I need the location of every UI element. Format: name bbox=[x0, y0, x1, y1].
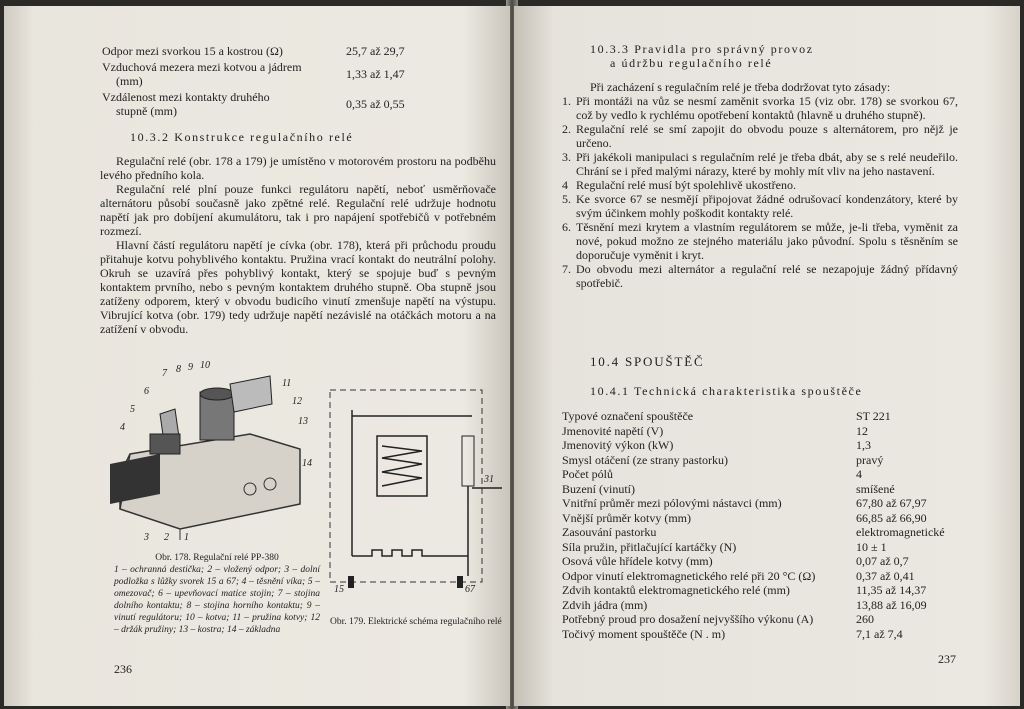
relay-drawing-figure-178 bbox=[100, 354, 316, 550]
figure-178-caption: Obr. 178. Regulační relé PP-380 1 – ochranná destička; 2 – vložený odpor; 3 – dolní podložka s lůžky svorek 15 a 67; 4 – těsnění víka; 5 – omezovač; 6 – upevňovací matice stojin; 7 – stojina dolního kontaktu; 8 – stojina horního kontaktu; 9 – vinutí regulátoru; 10 – kotva; 11 – pružina kotvy; 12 – držák pružiny; 13 – kostra; 14 – základna bbox=[114, 553, 320, 635]
right-page bbox=[514, 6, 1020, 706]
callout-label: 5 bbox=[130, 404, 135, 415]
terminal-label: 31 bbox=[484, 474, 494, 485]
rule-item: 1. Při montáži na vůz se nesmí zaměnit svorka 15 (viz obr. 178) se svorkou 67, což by vedlo k rychlému opotřebení kontaktů (hlavně u druhého stupně). bbox=[562, 94, 958, 122]
rule-item: 5. Ke svorce 67 se nesmějí připojovat žádné odrušovací kondenzátory, které by svým účinkem mohly poškodit kontakty relé. bbox=[562, 192, 958, 220]
callout-label: 14 bbox=[302, 458, 312, 469]
rules-intro: Při zacházení s regulačním relé je třeba dodržovat tyto zásady: bbox=[590, 80, 891, 94]
figure-179-caption: Obr. 179. Elektrické schéma regulačního relé bbox=[330, 617, 502, 627]
relay-spec-list bbox=[102, 44, 432, 120]
callout-label: 2 bbox=[164, 532, 169, 543]
callout-label: 13 bbox=[298, 416, 308, 427]
rule-item: 4 Regulační relé musí být spolehlivě ukostřeno. bbox=[562, 178, 796, 192]
rule-item: 6. Těsnění mezi krytem a vlastním regulátorem se může, je-li třeba, vyměnit za nové, pokud možno ze stejného materiálu jako původní. Spolu s těsněním se doporučuje vyměnit i kryt. bbox=[562, 220, 958, 262]
terminal-label: 67 bbox=[465, 584, 475, 595]
rules-list bbox=[562, 94, 958, 290]
rule-item: 3. Při jakékoli manipulaci s regulačním relé je třeba dbát, aby se s relé neudeřilo. Chrání se i před malými nárazy, které by mohly mít vliv na jeho nastavení. bbox=[562, 150, 958, 178]
left-page bbox=[4, 6, 510, 706]
terminal-label: 15 bbox=[334, 584, 344, 595]
callout-label: 10 bbox=[200, 360, 210, 371]
section-heading: 10.3.2 Konstrukce regulačního relé bbox=[130, 130, 354, 144]
electrical-schematic-figure-179 bbox=[322, 386, 510, 604]
section-heading: 10.4.1 Technická charakteristika spouštěče bbox=[590, 384, 863, 398]
callout-label: 6 bbox=[144, 386, 149, 397]
callout-label: 8 bbox=[176, 364, 181, 375]
rule-item: 7. Do obvodu mezi alternátor a regulační relé se nezapojuje žádný přídavný spotřebič. bbox=[562, 262, 958, 290]
callout-label: 3 bbox=[144, 532, 149, 543]
callout-label: 1 bbox=[184, 532, 189, 543]
page-number: 237 bbox=[938, 652, 956, 666]
callout-label: 12 bbox=[292, 396, 302, 407]
section-heading: 10.3.3 Pravidla pro správný provoz bbox=[590, 42, 814, 56]
section-heading-continued: a údržbu regulačního relé bbox=[610, 56, 773, 70]
rule-item: 2. Regulační relé se smí zapojit do obvodu pouze s alternátorem, pro nějž je určeno. bbox=[562, 122, 958, 150]
callout-label: 4 bbox=[120, 422, 125, 433]
construction-text bbox=[100, 154, 496, 336]
relay-spec-row: Vzduchová mezera mezi kotvou a jádrem (mm) 1,33 až 1,47 bbox=[102, 60, 405, 88]
callout-label: 11 bbox=[282, 378, 292, 389]
paragraph: Regulační relé plní pouze funkci regulátoru napětí, neboť usměrňovače alternátoru působí současně jako zpětné relé. Regulační relé udržuje hodnotu napětí jak pro dobíjení akumulátoru, tak i pro napájení spotřebičů v potřebném rozmezí. bbox=[100, 182, 496, 238]
callout-label: 7 bbox=[162, 368, 167, 379]
paragraph: Hlavní částí regulátoru napětí je cívka (obr. 178), která při průchodu proudu přitahuje kotvu pohyblivého kontaktu. Pružina vrací kontakt do neutrální polohy. Okruh se uzavírá přes pohyblivý kontakt, který se spojuje buď s pevným kontaktem prvního, nebo s pevným kontaktem druhého stupně. Oba stupně jsou zatíženy odporem, který v obvodu budicího vinutí zmenšuje napětí na výstupu. Vibrující kotva (obr. 179) tedy udržuje napětí nezávislé na otáčkách motoru a na zatížení v obvodu. bbox=[100, 238, 496, 336]
relay-spec-row: Odpor mezi svorkou 15 a kostrou (Ω) 25,7 až 29,7 bbox=[102, 44, 405, 58]
chapter-heading: 10.4 SPOUŠTĚČ bbox=[590, 354, 705, 369]
relay-spec-row: Vzdálenost mezi kontakty druhého stupně (mm) 0,35 až 0,55 bbox=[102, 90, 405, 118]
paragraph: Regulační relé (obr. 178 a 179) je umístěno v motorovém prostoru na podběhu levého předního kola. bbox=[100, 154, 496, 182]
callout-label: 9 bbox=[188, 362, 193, 373]
starter-spec-table: Typové označení spouštěče ST 221 Jmenovité napětí (V) 12 Jmenovitý výkon (kW) 1,3 Smysl otáčení (ze strany pastorku) pravý Počet pólů 4 Buzení (vinutí) smíšené Vnitřní průměr mezi pólovými nástavci (mm) 67,80 až 67,97 Vnější průměr kotvy (mm) 66,85 až 66,90 Zasouvání pastorku elektromagnetické Síla pružin, přitlačující kartáčky (N) 10 ± 1 Osová vůle hřídele kotvy (mm) 0,07 až 0,7 Odpor vinutí elektromagnetického relé při 20 °C (Ω) 0,37 až 0,41 Zdvih kontaktů elektromagnetického relé (mm) 11,35 až 14,37 Zdvih jádra (mm) 13,88 až 16,09 Potřebný proud pro dosažení nejvyššího výkonu (A) 260 Točivý moment spouštěče (N . m) 7,1 až 7,4 bbox=[562, 409, 945, 641]
page-number: 236 bbox=[114, 662, 132, 676]
